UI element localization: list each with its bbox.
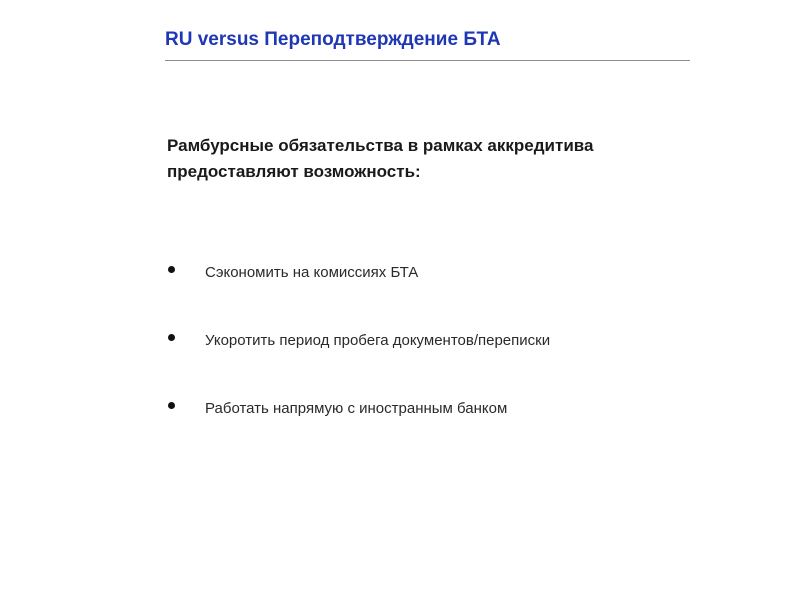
title-divider: [165, 60, 690, 61]
bullet-dot-icon: [168, 402, 175, 409]
heading-line-2: предоставляют возможность:: [167, 162, 421, 181]
slide-heading: [167, 133, 707, 185]
bullet-item: [168, 264, 688, 286]
bullet-item: [168, 400, 688, 422]
heading-line-1: Рамбурсные обязательства в рамках аккредитива: [167, 136, 594, 155]
bullet-dot-icon: [168, 266, 175, 273]
bullet-item: [168, 332, 688, 354]
bullet-text: Укоротить период пробега документов/переписки: [205, 332, 551, 349]
bullet-text: Сэкономить на комиссиях БТА: [205, 264, 419, 281]
bullet-dot-icon: [168, 334, 175, 341]
slide-title: RU versus Переподтверждение БТА: [165, 29, 501, 50]
bullet-text: Работать напрямую с иностранным банком: [205, 400, 508, 417]
